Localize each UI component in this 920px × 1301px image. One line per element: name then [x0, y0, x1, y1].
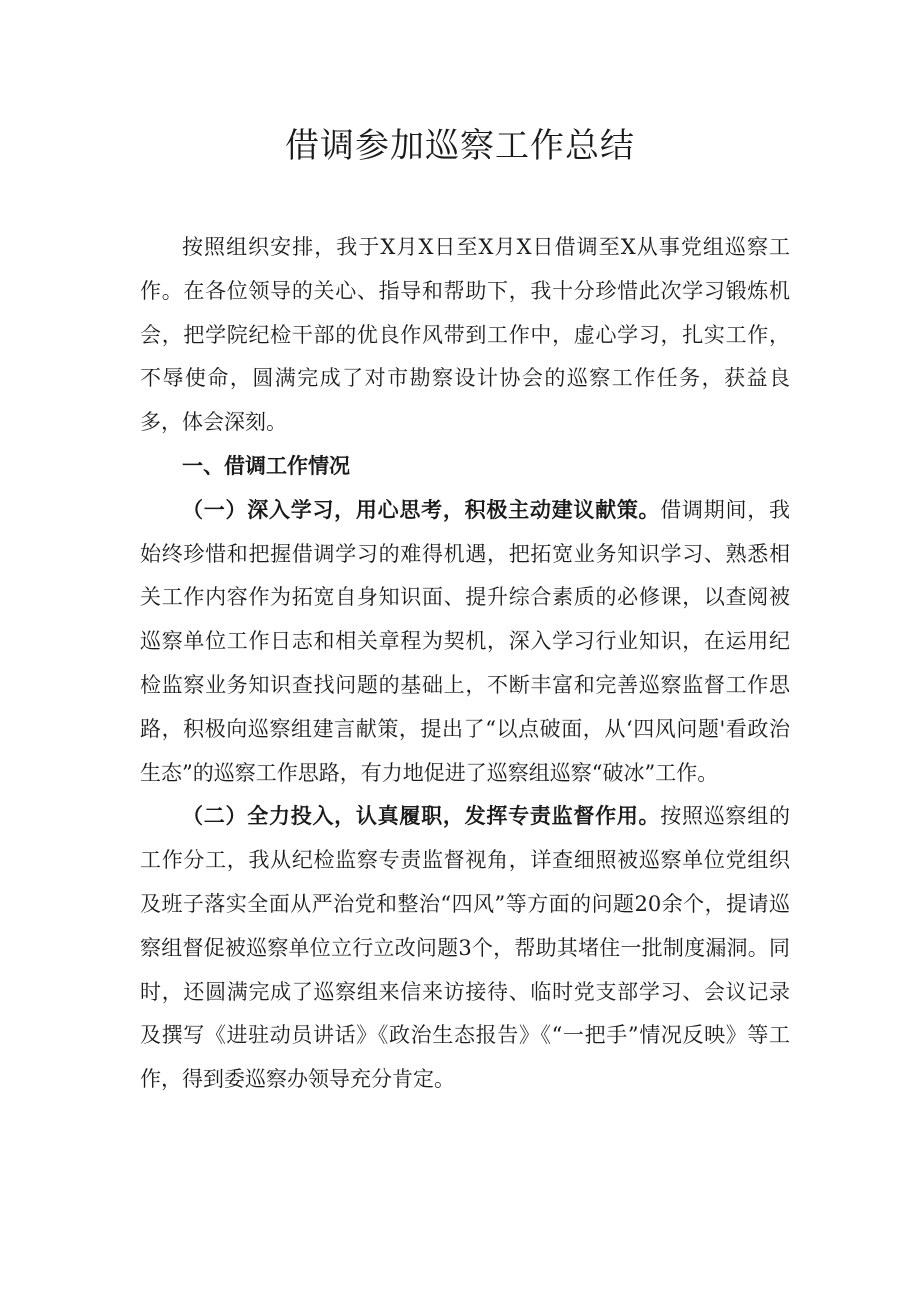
paragraph-1 — [140, 489, 790, 796]
paragraph-1-lead: （一）深入学习，用心思考，积极主动建议献策。 — [182, 497, 661, 522]
section-heading: 一、借调工作情况 — [182, 453, 350, 478]
paragraph-2-text: 按照巡察组的工作分工，我从纪检监察专责监督视角，详查细照被巡察单位党组织及班子落实全面从严治党和整治“四风”等方面的问题20余个，提请巡察组督促被巡察单位立行立改问题3个，帮助其堵住一批制度漏洞。同时，还圆满完成了巡察组来信来访接待、临时党支部学习、会议记录及撰写《进驻动员讲话》《政治生态报告》《“一把手”情况反映》等工作，得到委巡察办领导充分肯定。 — [140, 804, 791, 1092]
intro-paragraph: 按照组织安排，我于X月X日至X月X日借调至X从事党组巡察工作。在各位领导的关心、指导和帮助下，我十分珍惜此次学习锻炼机会，把学院纪检干部的优良作风带到工作中，虚心学习，扎实工作，不辱使命，圆满完成了对市勘察设计协会的巡察工作任务，获益良多，体会深刻。 — [140, 235, 790, 435]
paragraph-1-text: 借调期间，我始终珍惜和把握借调学习的难得机遇，把拓宽业务知识学习、熟悉相关工作内容作为拓宽自身知识面、提升综合素质的必修课，以查阅被巡察单位工作日志和相关章程为契机，深入学习行业知识，在运用纪检监察业务知识查找问题的基础上，不断丰富和完善巡察监督工作思路，积极向巡察组建言献策，提出了“以点破面，从‘四风问题'看政治生态”的巡察工作思路，有力地促进了巡察组巡察“破冰”工作。 — [140, 497, 791, 785]
paragraph-2-lead: （二）全力投入，认真履职，发挥专责监督作用。 — [182, 804, 661, 829]
document-title: 借调参加巡察工作总结 — [285, 126, 635, 166]
document-body — [140, 226, 790, 1102]
paragraph-2 — [140, 795, 790, 1102]
